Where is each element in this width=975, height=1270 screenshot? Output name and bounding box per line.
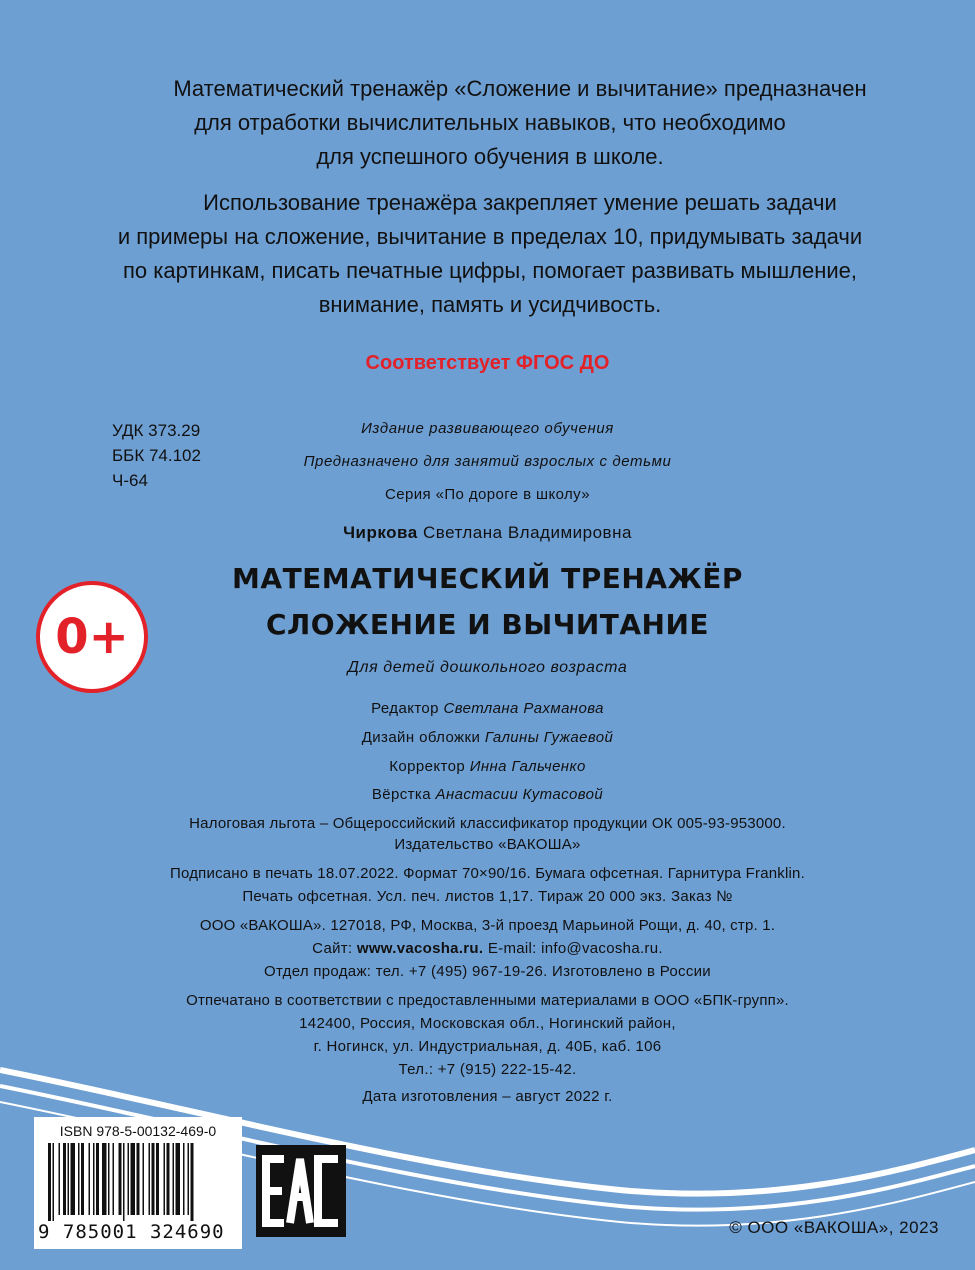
publisher: Издательство «ВАКОША»	[394, 836, 581, 853]
credit-editor	[0, 700, 975, 717]
credit-name: Анастасии Кутасовой	[435, 786, 604, 803]
edition-series: Серия «По дороге в школу»	[385, 486, 590, 503]
barcode-bar	[164, 1143, 166, 1215]
barcode-bar	[78, 1143, 80, 1215]
intro-paragraph-2	[40, 186, 940, 322]
barcode-bar	[68, 1143, 70, 1215]
barcode-bar	[137, 1143, 140, 1215]
credit-proofreader	[0, 758, 975, 775]
isbn-number: ISBN 978-5-00132-469-0	[59, 1123, 217, 1139]
site-label: Сайт:	[312, 940, 353, 957]
barcode-bar	[71, 1143, 76, 1215]
barcode-bar	[123, 1143, 125, 1221]
barcode-bar	[183, 1143, 185, 1215]
author-given-names: Светлана Владимировна	[422, 523, 632, 542]
title-line-2: СЛОЖЕНИЕ И ВЫЧИТАНИЕ	[265, 608, 710, 641]
intro-line: для успешного обучения в школе.	[316, 144, 664, 169]
bbk-code: ББК 74.102	[112, 446, 201, 465]
barcode-bar	[53, 1143, 55, 1221]
intro-line: Математический тренажёр «Сложение и вычитание» предназначен	[173, 76, 867, 101]
barcode-bar	[59, 1143, 61, 1215]
isbn-barcode	[34, 1117, 242, 1249]
barcode-bar	[102, 1143, 107, 1215]
credit-name: Галины Гужаевой	[484, 729, 614, 746]
intro-paragraph-1	[40, 72, 940, 174]
barcode-bar	[156, 1143, 159, 1215]
printer-line-2: 142400, Россия, Московская обл., Ногинский район,	[299, 1015, 676, 1032]
barcode-bar	[191, 1143, 194, 1221]
website-link[interactable]: www.vacosha.ru.	[356, 940, 484, 957]
barcode-bar	[176, 1143, 181, 1215]
barcode-bar	[167, 1143, 170, 1215]
publisher-address: ООО «ВАКОША». 127018, РФ, Москва, 3-й проезд Марьиной Рощи, д. 40, стр. 1.	[199, 917, 776, 934]
barcode-bar	[81, 1143, 84, 1215]
author-name	[0, 523, 975, 543]
credit-name: Светлана Рахманова	[443, 700, 604, 717]
sales-department: Отдел продаж: тел. +7 (495) 967-19-26. Изготовлено в России	[264, 963, 711, 980]
publisher-contacts	[0, 940, 975, 957]
fgos-compliance: Соответствует ФГОС ДО	[365, 352, 610, 374]
barcode-bar	[89, 1143, 91, 1215]
barcode-bar	[128, 1143, 130, 1215]
printer-line-4: Тел.: +7 (915) 222-15-42.	[398, 1061, 577, 1078]
credit-role: Вёрстка	[371, 786, 431, 803]
intro-line: Использование тренажёра закрепляет умение решать задачи	[203, 190, 837, 215]
age-rating-badge: 0+	[36, 581, 148, 693]
intro-line: по картинкам, писать печатные цифры, помогает развивать мышление,	[122, 258, 857, 283]
credit-role: Корректор	[389, 758, 466, 775]
barcode-bar	[143, 1143, 145, 1215]
credit-role: Дизайн обложки	[361, 729, 481, 746]
edition-purpose: Предназначено для занятий взрослых с детьми	[303, 453, 672, 470]
credit-name: Инна Гальченко	[469, 758, 586, 775]
eac-mark-icon	[256, 1145, 346, 1237]
barcode-bar	[173, 1143, 175, 1215]
barcode-bar	[188, 1143, 190, 1215]
tax-benefit: Налоговая льгота – Общероссийский классификатор продукции ОК 005-93-953000.	[189, 815, 786, 832]
barcode-bar	[149, 1143, 151, 1215]
print-details-2: Печать офсетная. Усл. печ. листов 1,17. Тираж 20 000 экз. Заказ №	[242, 888, 733, 905]
intro-line: и примеры на сложение, вычитание в пределах 10, придумывать задачи	[117, 224, 863, 249]
barcode-bar	[93, 1143, 95, 1215]
credit-layout	[0, 786, 975, 803]
author-surname: Чиркова	[343, 523, 418, 542]
edition-type: Издание развивающего обучения	[361, 420, 614, 437]
credit-role: Редактор	[371, 700, 439, 717]
barcode-bar	[96, 1143, 99, 1215]
credit-cover-design	[0, 729, 975, 746]
manufacture-date: Дата изготовления – август 2022 г.	[362, 1088, 613, 1105]
barcode-bar	[119, 1143, 122, 1215]
barcode-bar	[48, 1143, 51, 1221]
intro-line: внимание, память и усидчивость.	[318, 292, 662, 317]
printer-line-1: Отпечатано в соответствии с предоставленными материалами в ООО «БПК-групп».	[186, 992, 789, 1009]
intro-line: для отработки вычислительных навыков, что необходимо	[194, 110, 786, 135]
printer-line-3: г. Ногинск, ул. Индустриальная, д. 40Б, каб. 106	[313, 1038, 662, 1055]
copyright: © ООО «ВАКОША», 2023	[729, 1218, 939, 1237]
udk-code: УДК 373.29	[112, 421, 201, 440]
barcode-bar	[152, 1143, 155, 1215]
barcode-bar	[63, 1143, 66, 1215]
barcode-bar	[131, 1143, 136, 1215]
barcode-icon	[46, 1143, 230, 1221]
email[interactable]: E-mail: info@vacosha.ru.	[487, 940, 663, 957]
barcode-bar	[113, 1143, 115, 1215]
barcode-digits: 9 785001 324690	[38, 1221, 225, 1243]
audience: Для детей дошкольного возраста	[347, 659, 628, 676]
barcode-bar	[108, 1143, 110, 1215]
print-details-1: Подписано в печать 18.07.2022. Формат 70×90/16. Бумага офсетная. Гарнитура Franklin.	[170, 865, 805, 882]
title-line-1: МАТЕМАТИЧЕСКИЙ ТРЕНАЖЁР	[232, 562, 743, 595]
author-code: Ч-64	[112, 471, 148, 490]
